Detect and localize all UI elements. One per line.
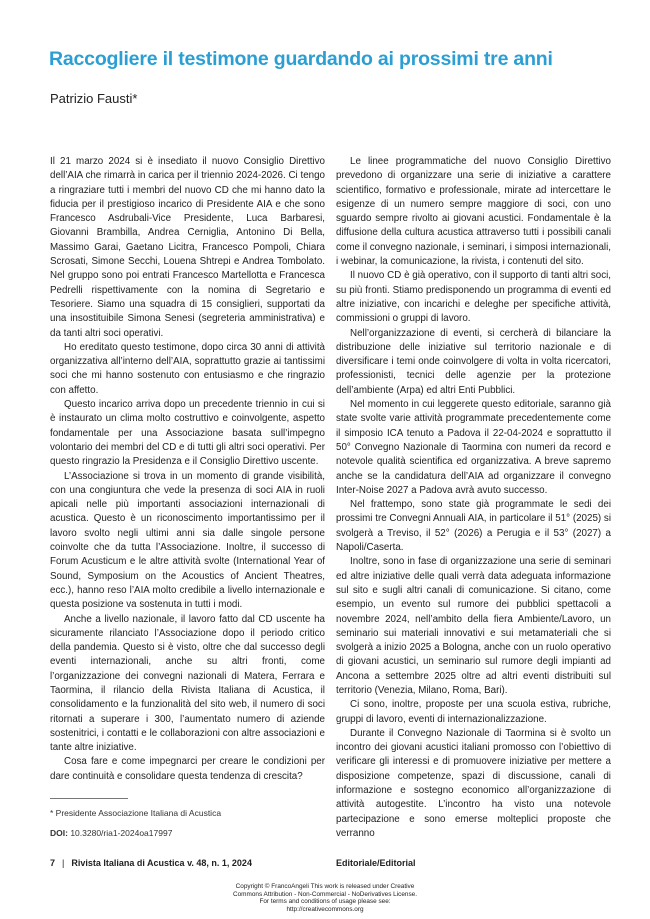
doi-link[interactable]: 10.3280/ria1-2024oa17997 (70, 828, 173, 838)
left-text-column (50, 155, 325, 784)
footer-separator: | (62, 858, 65, 868)
paragraph: Nel frattempo, sono state già programmate le sedi dei prossimi tre Convegni Annuali AIA, in particolare il 51° (2025) si svolgerà a Treviso, il 52° (2026) a Perugia e il 53° (2027) a Napoli/Caserta. (336, 499, 611, 554)
doi-label: DOI: (50, 828, 68, 838)
copyright-line: For terms and conditions of usage please see: (259, 898, 391, 906)
paragraph: Ho ereditato questo testimone, dopo circa 30 anni di attività organizzativa all’interno dell’AIA, soprattutto grazie ai tantissimi soci che mi hanno sostenuto con entusiasmo e che ringrazio con affetto. (50, 341, 325, 396)
paragraph: Durante il Convegno Nazionale di Taormina si è svolto un incontro dei giovani acustici italiani promosso con l’obiettivo di verificare gli interessi e di promuovere iniziative per mettere a disposizione competenze, spazi di discussione, canali di informazione e sostegno economico all’organizzazione di attività autogestite. L’incontro ha visto una notevole partecipazione e sono emerse molteplici proposte che verranno (336, 727, 611, 839)
page-number: 7 (50, 858, 56, 868)
paragraph: Questo incarico arriva dopo un precedente triennio in cui si è instaurato un clima molto costruttivo e coinvolgente, aspetto fondamentale per una Associazione basata sull’impegno volontario dei membri del CD e di tutti gli altri soci operativi. Per questo ringrazio la Presidenza e il Consiglio Direttivo uscente. (50, 399, 325, 468)
doi-line (50, 828, 172, 838)
paragraph: Anche a livello nazionale, il lavoro fatto dal CD uscente ha sicuramente rilanciato l’Associazione dopo il periodo critico della pandemia. Questo si è visto, oltre che dal successo degli eventi internazionali, anche su altri fronti, come l’organizzazione dei convegni nazionali di Matera, Ferrara e Taormina, il rilancio della Rivista Italiana di Acustica, il consolidamento e la funzionalità del sito web, il numero di soci ritornati a superare i 300, l’aumentato numero di aziende sostenitrici, i contatti e le collaborazioni con altre associazioni e tante altre iniziative. (50, 613, 325, 754)
copyright-line: Commons Attribution - Non-Commercial - NoDerivatives License. (233, 890, 417, 898)
copyright-notice (0, 883, 650, 913)
article-title: Raccogliere il testimone guardando ai prossimi tre anni (49, 48, 553, 70)
paragraph: Inoltre, sono in fase di organizzazione una serie di seminari ed altre iniziative delle quali verrà data adeguata informazione sul sito e sugli altri canali di comunicazione. Si citano, come esempio, un evento sul rumore dei pubblici spettacoli a novembre 2024, nell’ambito della fiera Ambiente/Lavoro, un seminario sui materiali innovativi e sui metamateriali che si svolgerà a inizio 2025 a Bologna, anche con un ruolo operativo di giovani acustici, un seminario sul rumore degli impianti ad Ancona a settembre 2025 oltre ad altri eventi distribuiti sul territorio (Venezia, Milano, Roma, Bari). (336, 556, 611, 696)
page-footer-left (50, 858, 252, 868)
section-label: Editoriale/Editorial (336, 858, 416, 868)
footnote-divider (50, 798, 128, 799)
paragraph: Le linee programmatiche del nuovo Consiglio Direttivo prevedono di organizzare una serie di iniziative a carattere scientifico, formativo e professionale, mirate ad intercettare le esigenze di un numero sempre maggiore di soci, con uno sguardo sempre rivolto ai giovani acustici. Fondamentale è la diffusione della cultura acustica attraverso tutti i possibili canali come il convegno nazionale, i seminari, i simposi internazionali, i webinar, la comunicazione, la rivista, i contenuti del sito. (336, 156, 611, 268)
paragraph: Il nuovo CD è già operativo, con il supporto di tanti altri soci, su più fronti. Stiamo predisponendo un programma di eventi ed altre iniziative, con incarichi e deleghe per specifiche attività, commissioni o gruppi di lavoro. (336, 270, 611, 325)
license-link[interactable]: http://creativecommons.org (286, 905, 364, 913)
footnote: * Presidente Associazione Italiana di Acustica (50, 808, 222, 818)
paragraph: Il 21 marzo 2024 si è insediato il nuovo Consiglio Direttivo dell’AIA che rimarrà in carica per il triennio 2024-2026. Ci tengo a ringraziare tutti i membri del nuovo CD che mi hanno dato la fiducia per il prestigioso incarico di Presidente AIA e che sono Francesco Asdrubali-Vice Presidente, Luca Barbaresi, Giovanni Brambilla, Andrea Cerniglia, Antonino Di Bella, Massimo Garai, Gaetano Licitra, Francesco Pompoli, Chiara Scrosati, Simone Secchi, Louena Shtrepi e Andrea Tombolato. Nel gruppo sono poi entrati Francesco Martellotta e Francesca Pedrelli rispettivamente con la nomina di Segretario e Tesoriere. Siamo una squadra di 15 consiglieri, supportati da una insostituibile Simona Senesi (segreteria amministrativa) e da tanti altri soci operativi. (50, 156, 325, 339)
journal-name: Rivista Italiana di Acustica v. 48, n. 1, 2024 (71, 858, 252, 868)
copyright-line: Copyright © FrancoAngeli This work is released under Creative (235, 883, 415, 890)
author-name: Patrizio Fausti* (50, 91, 138, 106)
paragraph: L’Associazione si trova in un momento di grande visibilità, con una congiuntura che vede la presenza di soci AIA in ruoli apicali nelle più importanti associazioni internazionali di acustica. Questo è un riconoscimento importantissimo per il lavoro svolto negli ultimi anni sia dalle singole persone coinvolte che da tutta l’Associazione. Inoltre, il successo di Forum Acusticum e le altre attività svolte (International Year of Sound, Symposium on the Acoustics of Ancient Theatres, ecc.), hanno reso l’AIA molto credibile a livello internazionale e questa posizione va sostenuta in tutti i modi. (50, 470, 325, 611)
paragraph: Ci sono, inoltre, proposte per una scuola estiva, rubriche, gruppi di lavoro, eventi di internazionalizzazione. (336, 699, 611, 725)
paragraph: Nell’organizzazione di eventi, si cercherà di bilanciare la distribuzione delle iniziative sul territorio nazionale e di diversificare i temi onde coinvolgere di volta in volta ricercatori, professionisti, tecnici delle agenzie per la protezione dell’ambiente (Arpa) ed altri Enti Pubblici. (336, 327, 611, 396)
paragraph: Nel momento in cui leggerete questo editoriale, saranno già state svolte varie attività programmate precedentemente come il simposio ICA tenuto a Padova il 22-04-2024 e soprattutto il 50° Convegno Nazionale di Taormina con numeri da record e notevole qualità scientifica ed organizzativa. A breve sapremo anche se la candidatura dell’AIA ad organizzare il convegno Inter-Noise 2027 a Padova avrà avuto successo. (336, 399, 611, 496)
paragraph: Cosa fare e come impegnarci per creare le condizioni per dare continuità e consolidare questa tendenza di crescita? (50, 756, 325, 782)
right-text-column (336, 155, 611, 841)
